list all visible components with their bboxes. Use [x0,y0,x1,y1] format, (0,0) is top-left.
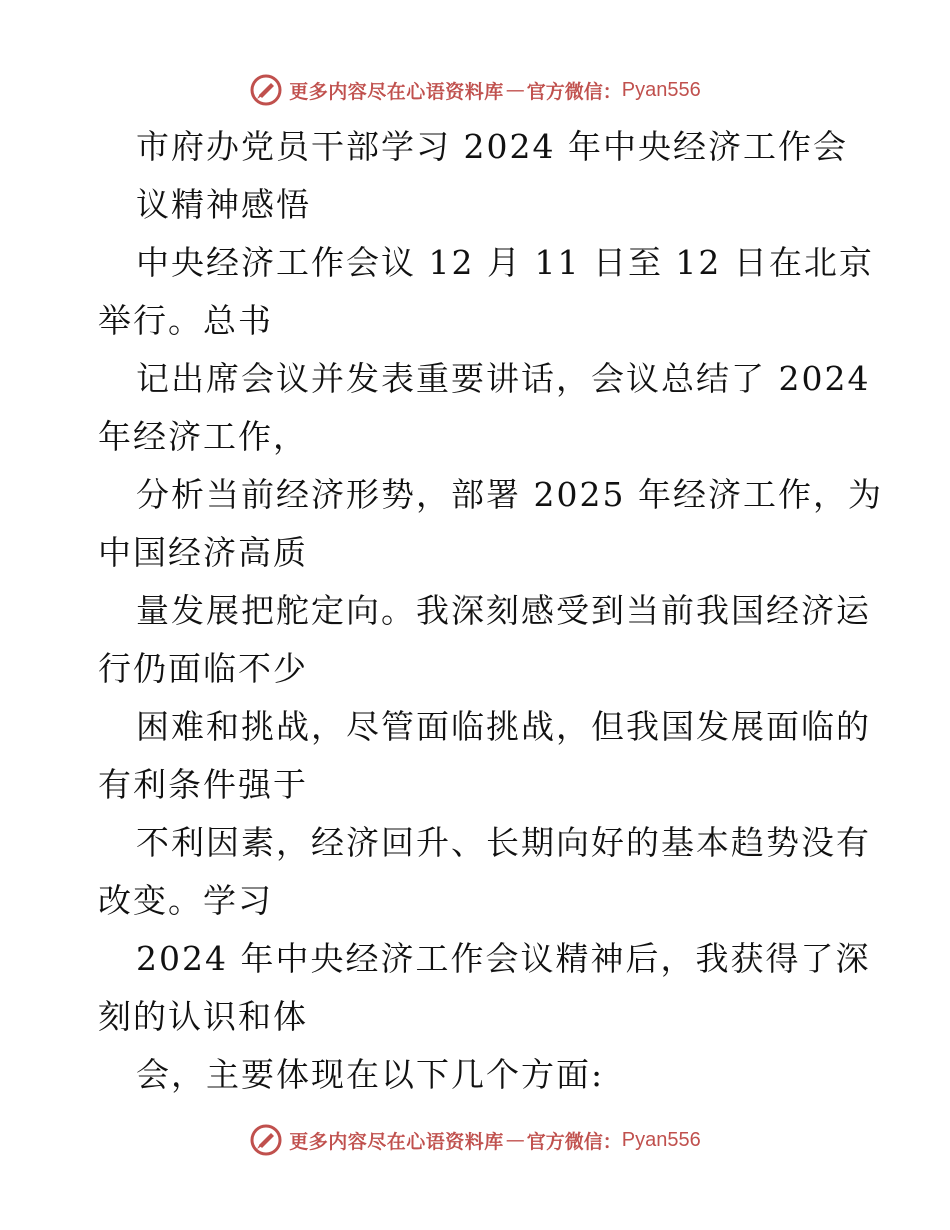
text-line: 行仍面临不少 [98,649,308,688]
text-line: 有利条件强于 [98,765,308,804]
footer-banner-id: Pyan556 [621,1128,701,1151]
text-line: 议精神感悟 [136,185,311,224]
text-line: 中国经济高质 [98,533,308,572]
text-line: 中央经济工作会议 12 月 11 日至 12 日在北京 [136,243,874,282]
text-line: 举行。总书 [98,301,273,340]
logo-icon [249,73,283,107]
header-banner-label: 官方微信： [526,80,622,103]
header-banner-text: 更多内容尽在心语资料库 [289,80,504,103]
footer-banner-separator: — [505,1129,525,1151]
text-line: 困难和挑战，尽管面临挑战，但我国发展面临的 [136,707,871,746]
header-banner [0,70,950,110]
text-line: 量发展把舵定向。我深刻感受到当前我国经济运 [136,591,871,630]
text-line: 分析当前经济形势，部署 2025 年经济工作，为 [136,475,883,514]
header-banner-id: Pyan556 [621,78,701,101]
text-line: 记出席会议并发表重要讲话，会议总结了 2024 [136,359,871,398]
footer-banner [0,1120,950,1160]
text-line: 不利因素，经济回升、长期向好的基本趋势没有 [136,823,871,862]
text-line: 年经济工作， [98,417,308,456]
text-line: 会，主要体现在以下几个方面: [136,1055,605,1094]
text-line: 市府办党员干部学习 2024 年中央经济工作会 [136,127,848,166]
text-line: 改变。学习 [98,881,273,920]
header-banner-separator: — [505,79,525,101]
footer-banner-label: 官方微信： [526,1130,622,1153]
logo-icon [249,1123,283,1157]
text-line: 刻的认识和体 [98,997,308,1036]
footer-banner-text: 更多内容尽在心语资料库 [289,1130,504,1153]
text-line: 2024 年中央经济工作会议精神后，我获得了深 [136,939,871,978]
